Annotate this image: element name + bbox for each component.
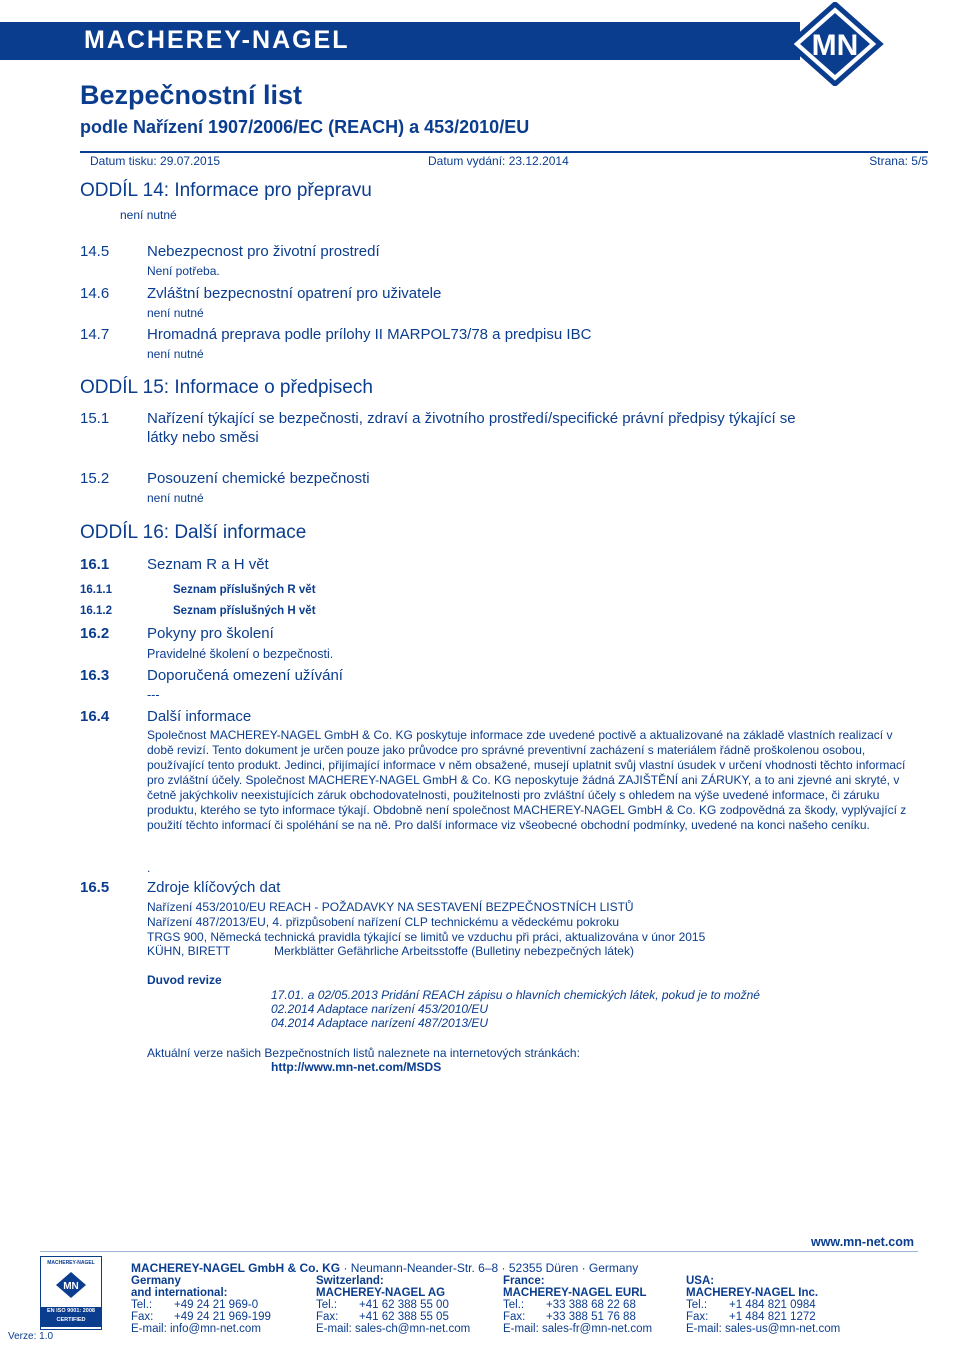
section-14-note: není nutné	[120, 208, 177, 222]
footer-address-line	[131, 1261, 638, 1275]
email-label: E-mail:	[316, 1323, 352, 1335]
fax-value: +41 62 388 55 05	[359, 1311, 449, 1323]
tel-value: +1 484 821 0984	[729, 1299, 816, 1311]
footer-col-subheading: MACHEREY-NAGEL AG	[316, 1287, 446, 1299]
item-16-2-number: 16.2	[80, 625, 110, 642]
footer-column-switzerland	[316, 1275, 470, 1335]
section-16-heading: ODDÍL 16: Další informace	[80, 522, 307, 543]
fax-label: Fax:	[503, 1311, 526, 1323]
footer-column-usa	[686, 1275, 840, 1335]
current-version-text: Aktuální verze našich Bezpečnostních listů naleznete na internetových stránkách:	[147, 1046, 580, 1060]
page-number: Strana: 5/5	[869, 154, 928, 168]
item-14-6-title: Zvláštní bezpecnostní opatrení pro uživatele	[147, 285, 442, 302]
item-14-5-title: Nebezpecnost pro životní prostredí	[147, 243, 380, 260]
source-kuhn-text: Merkblätter Gefährliche Arbeitsstoffe (Bulletiny nebezpečných látek)	[274, 944, 634, 958]
document-subtitle: podle Nařízení 1907/2006/EC (REACH) a 453/2010/EU	[80, 117, 530, 137]
fax-value: +1 484 821 1272	[729, 1311, 816, 1323]
source-line: TRGS 900, Německá technická pravidla týkající se limitů ve vzduchu při práci, aktualizována v únor 2015	[147, 930, 706, 944]
email-value[interactable]: sales-fr@mn-net.com	[541, 1323, 653, 1335]
item-14-6-note: není nutné	[147, 306, 204, 320]
revision-label: Duvod revize	[147, 973, 222, 987]
certification-badge	[40, 1256, 102, 1330]
section-15-heading: ODDÍL 15: Informace o předpisech	[80, 377, 373, 398]
tel-value: +33 388 68 22 68	[546, 1299, 636, 1311]
item-16-5-number: 16.5	[80, 879, 110, 896]
section-14-heading: ODDÍL 14: Informace pro přepravu	[80, 180, 372, 201]
item-15-1-number: 15.1	[80, 410, 110, 427]
item-16-1-number: 16.1	[80, 556, 110, 573]
item-16-4-number: 16.4	[80, 708, 110, 725]
item-14-5-number: 14.5	[80, 243, 110, 260]
item-16-1-2-title: Seznam příslušných H vět	[173, 605, 316, 617]
fax-value: +33 388 51 76 88	[546, 1311, 636, 1323]
version-label: Verze: 1.0	[8, 1331, 54, 1342]
item-14-7-title: Hromadná preprava podle prílohy II MARPOL73/78 a predpisu IBC	[147, 326, 592, 343]
footer-col-subheading: and international:	[131, 1287, 228, 1299]
brand-header	[0, 0, 960, 74]
item-16-5-title: Zdroje klíčových dat	[147, 879, 281, 896]
footer-company: MACHEREY-NAGEL GmbH & Co. KG	[131, 1261, 341, 1275]
print-date: Datum tisku: 29.07.2015	[90, 154, 221, 168]
email-value[interactable]: sales-us@mn-net.com	[724, 1323, 841, 1335]
footer-divider	[40, 1251, 918, 1252]
item-16-4-title: Další informace	[147, 708, 252, 725]
item-16-1-2-number: 16.1.2	[80, 605, 112, 617]
footer-col-heading: Germany	[131, 1275, 181, 1287]
mn-logo-icon	[786, 2, 884, 86]
logo-text: MN	[811, 29, 859, 62]
email-label: E-mail:	[131, 1323, 167, 1335]
item-15-1-title-cont: látky nebo směsi	[147, 429, 259, 446]
item-16-3-note: ---	[147, 688, 160, 702]
email-value[interactable]: sales-ch@mn-net.com	[354, 1323, 471, 1335]
item-15-2-number: 15.2	[80, 470, 110, 487]
footer-website[interactable]: www.mn-net.com	[810, 1235, 914, 1249]
msds-link[interactable]: http://www.mn-net.com/MSDS	[271, 1060, 442, 1074]
footer-column-germany	[131, 1275, 271, 1335]
revision-entry: 02.2014 Adaptace narízení 453/2010/EU	[271, 1002, 489, 1016]
tel-label: Tel.:	[316, 1299, 338, 1311]
brand-name: MACHEREY-NAGEL	[84, 26, 350, 54]
revision-entry: 17.01. a 02/05.2013 Pridání REACH zápisu o hlavních chemických látek, pokud je to možné	[271, 988, 760, 1002]
cert-brand: MACHEREY-NAGEL	[47, 1260, 95, 1266]
item-16-2-title: Pokyny pro školení	[147, 625, 274, 642]
footer-col-subheading: MACHEREY-NAGEL Inc.	[686, 1287, 819, 1299]
item-15-1-title: Nařízení týkající se bezpečnosti, zdraví a životního prostředí/specifické právní předpisy týkající se	[147, 410, 796, 427]
item-16-1-title: Seznam R a H vět	[147, 556, 269, 573]
cert-iso: EN ISO 9001: 2008	[46, 1308, 95, 1314]
item-16-3-number: 16.3	[80, 667, 110, 684]
cert-logo-icon	[55, 1271, 87, 1299]
source-kuhn-label: KÜHN, BIRETT	[147, 944, 231, 958]
item-16-1-1-number: 16.1.1	[80, 584, 112, 596]
item-14-7-number: 14.7	[80, 326, 110, 343]
fax-label: Fax:	[686, 1311, 709, 1323]
item-16-2-note: Pravidelné školení o bezpečnosti.	[147, 647, 334, 661]
revision-entry: 04.2014 Adaptace narízení 487/2013/EU	[271, 1016, 489, 1030]
item-15-2-title: Posouzení chemické bezpečnosti	[147, 470, 370, 487]
email-label: E-mail:	[503, 1323, 539, 1335]
tel-value: +49 24 21 969-0	[174, 1299, 259, 1311]
item-16-4-paragraph: Společnost MACHEREY-NAGEL GmbH & Co. KG poskytuje informace zde uvedené poctivě a aktualizované na základě vlastních realizací v době revizí. Tento dokument je určen pouze jako průvodce pro správné preventivní zacházení s materiálem řádně proškolenou osobou, používající tento produkt. Jedinci, přijímající informace v něm obsažené, musejí uplatnit svůj vlastní úsudek v určení vhodnosti těchto informací pro zvláštní účely. Společnost MACHEREY-NAGEL GmbH & Co. KG neposkytuje žádná ZAJIŠTĚNÍ ani ZÁRUKY, a to ani zjevné ani skryté, v četně jakýchkoliv neexistujících záruk obchodovatelnosti, použitelnosti pro zvláštní účely s ohledem na výše uvedené informace, či záruku produktu, kterého se tyto informace týkají. Obdobně není společnost MACHEREY-NAGEL GmbH & Co. KG zodpovědná za škody, vyplývající z použití těchto informací či spoléhání se na ně. Pro další informace viz všeobecné obchodní podmínky, uvedené na konci našeho ceníku.	[147, 728, 907, 832]
cert-logo-text: MN	[63, 1281, 79, 1292]
source-line: Nařízení 453/2010/EU REACH - POŽADAVKY NA SESTAVENÍ BEZPEČNOSTNÍCH LISTŮ	[147, 900, 634, 914]
footer-col-heading: Switzerland:	[316, 1275, 384, 1287]
fax-label: Fax:	[316, 1311, 339, 1323]
cert-label: CERTIFIED	[56, 1317, 86, 1323]
item-14-6-number: 14.6	[80, 285, 110, 302]
document-title: Bezpečnostní list	[80, 80, 303, 110]
footer-col-heading: USA:	[686, 1275, 715, 1287]
tel-value: +41 62 388 55 00	[359, 1299, 449, 1311]
fax-label: Fax:	[131, 1311, 154, 1323]
email-value[interactable]: info@mn-net.com	[169, 1323, 261, 1335]
item-16-1-1-title: Seznam příslušných R vět	[173, 584, 316, 596]
footer-address: · Neumann-Neander-Str. 6–8 · 52355 Düren · Germany	[340, 1261, 639, 1275]
fax-value: +49 24 21 969-199	[174, 1311, 271, 1323]
item-15-2-note: není nutné	[147, 491, 204, 505]
tel-label: Tel.:	[131, 1299, 153, 1311]
tel-label: Tel.:	[686, 1299, 708, 1311]
footer-column-france	[503, 1275, 652, 1335]
email-label: E-mail:	[686, 1323, 722, 1335]
tel-label: Tel.:	[503, 1299, 525, 1311]
item-14-5-note: Není potřeba.	[147, 264, 220, 278]
item-14-7-note: není nutné	[147, 347, 204, 361]
issue-date: Datum vydání: 23.12.2014	[428, 154, 569, 168]
footer-col-heading: France:	[503, 1275, 545, 1287]
item-16-3-title: Doporučená omezení užívání	[147, 667, 343, 684]
header-divider	[80, 151, 928, 153]
footer-col-subheading: MACHEREY-NAGEL EURL	[503, 1287, 647, 1299]
item-16-4-trailing-dot: .	[147, 861, 151, 875]
source-line: Nařízení 487/2013/EU, 4. přizpůsobení nařízení CLP technickému a vědeckému pokroku	[147, 915, 620, 929]
